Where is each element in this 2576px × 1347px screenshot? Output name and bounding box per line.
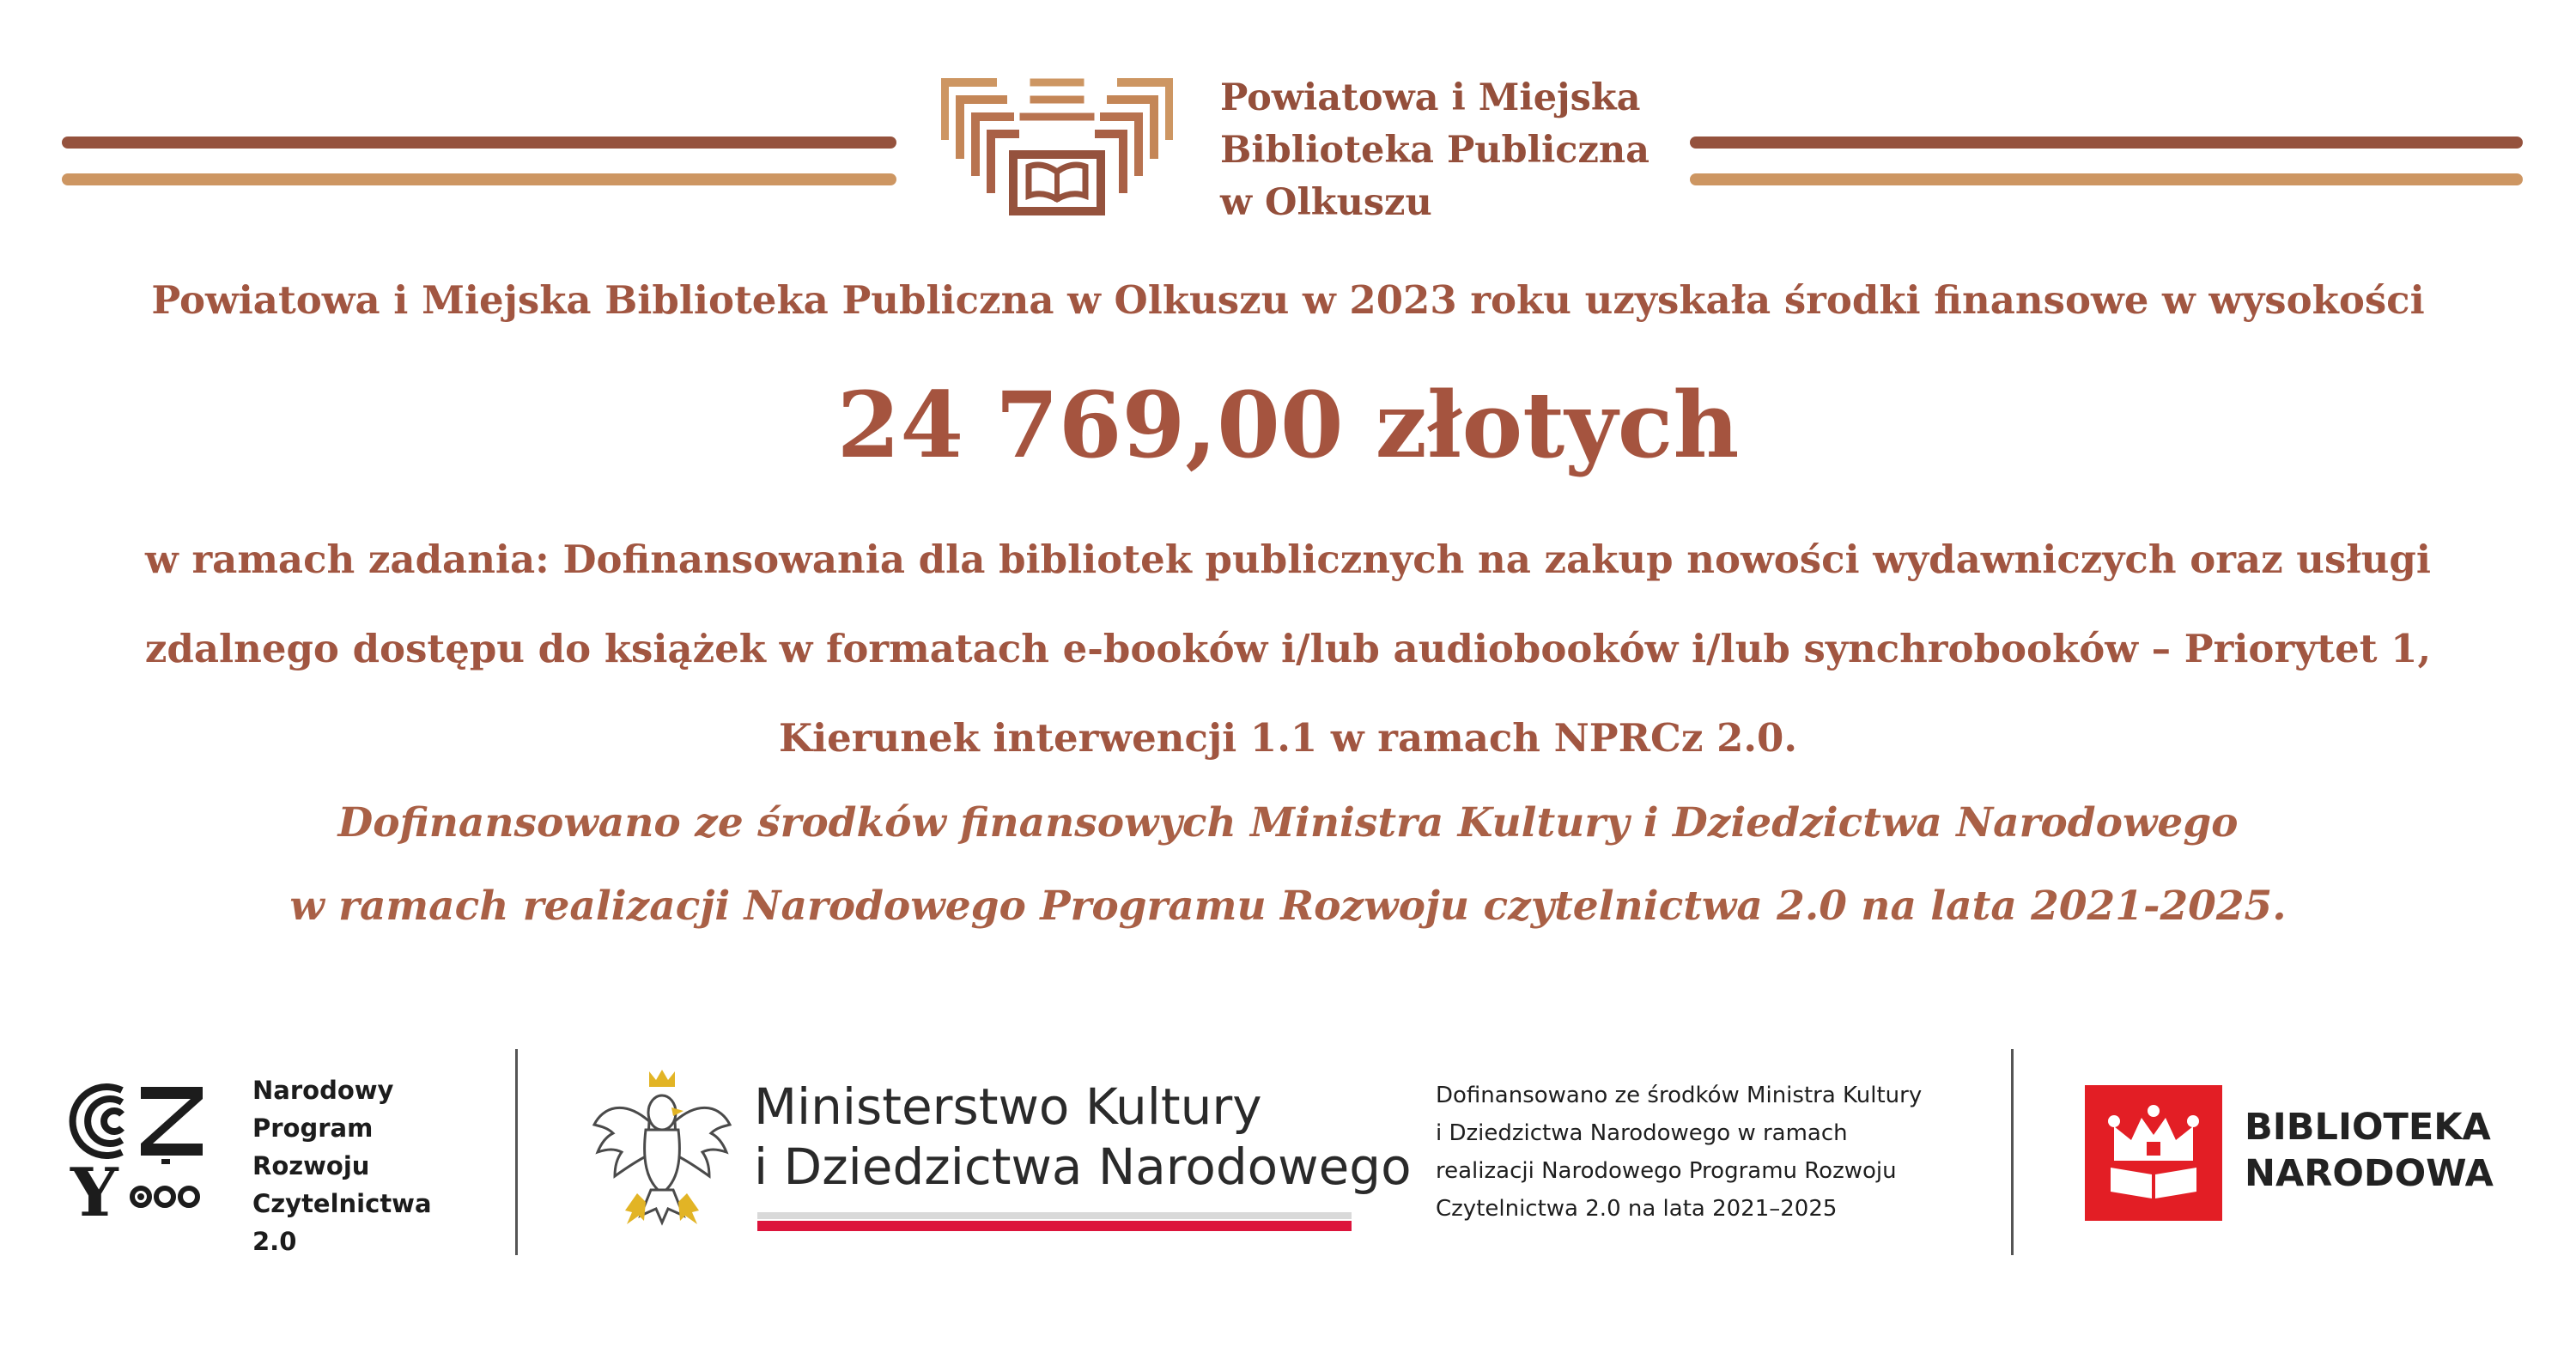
funding-line: Dofinansowano ze środków finansowych Ministra Kultury i Dziedzictwa Narodowego	[337, 799, 2239, 846]
nprcz-name-line: Program	[252, 1113, 374, 1143]
library-books-icon	[941, 76, 1173, 221]
nprcz-name	[252, 1071, 432, 1260]
ministry-flag-stripe-red	[757, 1221, 1352, 1231]
header-bar-left-light	[62, 173, 896, 185]
task-line: zdalnego dostępu do książek w formatach e-booków i/lub audiobooków i/lub synchrobooków – Priorytet 1,	[144, 626, 2432, 671]
ministry-name	[754, 1077, 1412, 1197]
header-bar-right-dark	[1690, 137, 2523, 149]
library-name-line: Biblioteka Publiczna	[1220, 129, 1650, 172]
co-financing-note	[1436, 1077, 1922, 1228]
announcement-intro: Powiatowa i Miejska Biblioteka Publiczna w Olkuszu w 2023 roku uzyskała środki finansowe w wysokości	[151, 277, 2425, 323]
nprcz-name-line: Narodowy	[252, 1076, 394, 1105]
note-line: realizacji Narodowego Programu Rozwoju	[1436, 1158, 1897, 1184]
funding-line: w ramach realizacji Narodowego Programu Rozwoju czytelnictwa 2.0 na lata 2021-2025.	[289, 883, 2287, 930]
national-library-name	[2245, 1104, 2494, 1197]
ministry-flag-stripe-white	[757, 1212, 1352, 1219]
library-name-line: Powiatowa i Miejska	[1220, 76, 1641, 119]
note-line: Czytelnictwa 2.0 na lata 2021–2025	[1436, 1196, 1838, 1222]
nprcz-logo-icon	[69, 1078, 215, 1224]
header-bar-left-dark	[62, 137, 896, 149]
footer-divider	[2011, 1049, 2014, 1255]
nprcz-name-line: 2.0	[252, 1227, 297, 1256]
funding-statement	[0, 781, 2576, 948]
library-name-line: w Olkuszu	[1220, 181, 1432, 224]
polish-eagle-icon	[589, 1065, 735, 1236]
note-line: Dofinansowano ze środków Ministra Kultury	[1436, 1083, 1923, 1108]
nprcz-name-line: Czytelnictwa	[252, 1189, 432, 1218]
nprcz-name-line: Rozwoju	[252, 1151, 370, 1180]
task-line: w ramach zadania: Dofinansowania dla bibliotek publicznych na zakup nowości wydawniczych oraz usługi	[145, 537, 2431, 582]
library-name	[1220, 72, 1701, 229]
announcement-amount: 24 769,00 złotych	[836, 371, 1740, 478]
announcement-task	[0, 515, 2576, 783]
footer-divider	[515, 1049, 518, 1255]
svg-text:Y: Y	[70, 1154, 118, 1224]
crown-book-icon	[2085, 1085, 2222, 1221]
ministry-name-line: i Dziedzictwa Narodowego	[754, 1138, 1412, 1196]
ministry-name-line: Ministerstwo Kultury	[754, 1077, 1262, 1136]
header-bar-right-light	[1690, 173, 2523, 185]
note-line: i Dziedzictwa Narodowego w ramach	[1436, 1120, 1848, 1146]
national-library-name-line: BIBLIOTEKA	[2245, 1106, 2491, 1149]
national-library-name-line: NARODOWA	[2245, 1152, 2494, 1195]
task-line: Kierunek interwencji 1.1 w ramach NPRCz 2.0.	[778, 715, 1798, 761]
